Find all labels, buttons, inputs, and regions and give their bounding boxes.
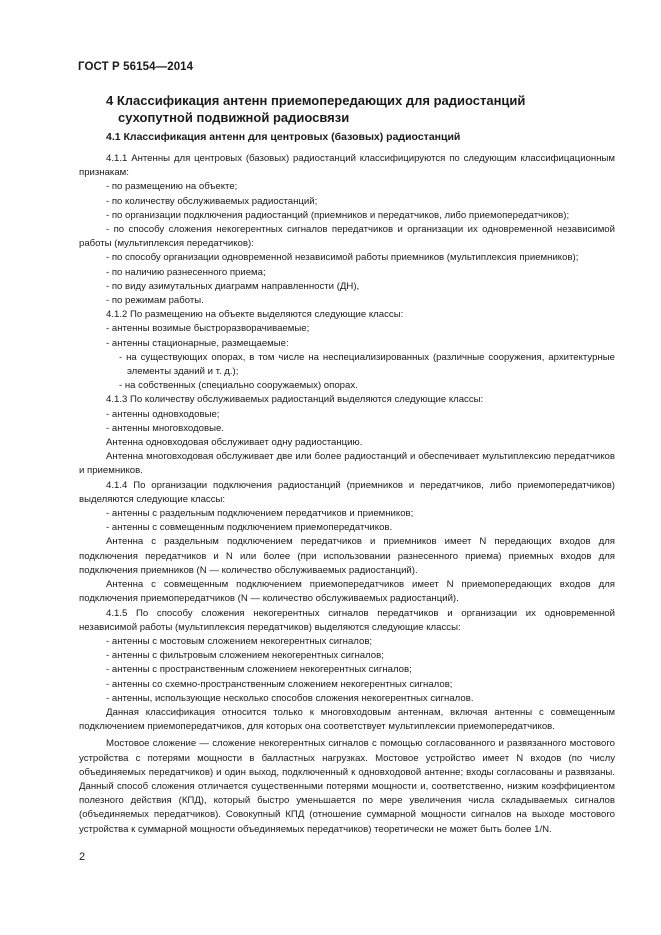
document-body <box>79 152 615 837</box>
list-item: - антенны с мостовым сложением некогерентных сигналов; <box>106 635 373 647</box>
section-title-line-1: 4 Классификация антенн приемопередающих для радиостанций <box>106 93 526 108</box>
paragraph: 4.1.5 По способу сложения некогерентных сигналов передатчиков и организации их одновременной независимой работы (мультиплексия передатчиков) выделяются следующие классы: <box>79 607 615 633</box>
list-item: - антенны с раздельным подключением передатчиков и приемников; <box>106 508 414 520</box>
paragraph: - по способу организации одновременной независимой работы приемников (мультиплексия приемников); <box>106 252 579 264</box>
list-item: - по виду азимутальных диаграмм направленности (ДН), <box>106 280 360 292</box>
list-item: - антенны с фильтровым сложением некогерентных сигналов; <box>106 650 384 662</box>
list-item: - антенны, использующие несколько способов сложения некогерентных сигналов. <box>106 692 474 704</box>
paragraph: - по организации подключения радиостанций (приемников и передатчиков, либо приемопередатчиков); <box>106 209 570 221</box>
paragraph: Антенна с совмещенным подключением приемопередатчиков имеет N приемопередающих входов для подключения приемопередатчиков (N — количество обслуживаемых радиостанций). <box>79 579 615 605</box>
subsection-title: 4.1 Классификация антенн для центровых (базовых) радиостанций <box>106 131 461 143</box>
list-item: - антенны с пространственным сложением некогерентных сигналов; <box>106 664 412 676</box>
page-number: 2 <box>79 851 86 863</box>
list-item: - по наличию разнесенного приема; <box>106 266 266 278</box>
paragraph: 4.1.3 По количеству обслуживаемых радиостанций выделяются следующие классы: <box>106 394 484 406</box>
list-item: - антенны одновходовые; <box>106 408 220 420</box>
section-title-line-2: сухопутной подвижной радиосвязи <box>118 110 350 125</box>
list-item: - антенны со схемно-пространственным сложением некогерентных сигналов; <box>106 678 453 690</box>
section-title <box>106 92 576 126</box>
list-item: - по количеству обслуживаемых радиостанций; <box>106 195 318 207</box>
list-item: - антенны с совмещенным подключением приемопередатчиков. <box>106 522 393 534</box>
paragraph: 4.1.2 По размещению на объекте выделяются следующие классы: <box>106 309 404 321</box>
list-item: - на существующих опорах, в том числе на неспециализированных (различные сооружения, архитектурные элементы зданий и т. д.); <box>119 351 615 378</box>
document-header: ГОСТ Р 56154—2014 <box>78 61 194 73</box>
list-item: - на собственных (специально сооружаемых) опорах. <box>119 380 358 392</box>
paragraph: Мостовое сложение — сложение некогерентных сигналов с помощью согласованного и развязанного мостового устройства с потерями мощности в балластных нагрузках. Мостовое устройство имеет N входов (по числу объединяемых передатчиков) и один выход, подключенный к одновходовой антенне; входы согласованы и развязаны. Данный способ сложения отличается существенными потерями мощности и, соответственно, низким коэффициентом полезного действия (КПД), который быстро уменьшается по мере увеличения числа складываемых сигналов (объединяемых передатчиков). Совокупный КПД (отношение суммарной мощности сигналов на выходе мостового устройства к суммарной мощности объединяемых передатчиков) теоретически не может быть более 1/N. <box>79 738 615 835</box>
list-item: - антенны многовходовые. <box>106 422 224 434</box>
paragraph: Данная классификация относится только к многовходовым антеннам, включая антенны с совмещенным подключением приемопередатчиков, для которых она соответствует мультиплексии приемопередатчиков. <box>79 706 615 733</box>
paragraph: Антенна многовходовая обслуживает две или более радиостанций и обеспечивает мультиплексию передатчиков и приемников. <box>79 451 615 477</box>
paragraph: 4.1.1 Антенны для центровых (базовых) радиостанций классифицируются по следующим классифицационным признакам: <box>79 153 615 179</box>
list-item: - по режимам работы. <box>106 295 204 307</box>
list-item: - антенны стационарные, размещаемые: <box>106 337 289 349</box>
paragraph: - по способу сложения некогерентных сигналов передатчиков и организации их одновременной независимой работы (мультиплексия передатчиков): <box>79 224 615 250</box>
paragraph: Антенна одновходовая обслуживает одну радиостанцию. <box>106 437 363 449</box>
list-item: - по размещению на объекте; <box>106 181 238 193</box>
paragraph: 4.1.4 По организации подключения радиостанций (приемников и передатчиков, либо приемопередатчиков) выделяются следующие классы: <box>79 479 615 505</box>
paragraph: Антенна с раздельным подключением передатчиков и приемников имеет N передающих входов для подключения передатчиков и N или более (при использовании разнесенного приема) приемных входов для подключения приемников (N — количество обслуживаемых радиостанций). <box>79 536 615 576</box>
list-item: - антенны возимые быстроразворачиваемые; <box>106 323 310 335</box>
